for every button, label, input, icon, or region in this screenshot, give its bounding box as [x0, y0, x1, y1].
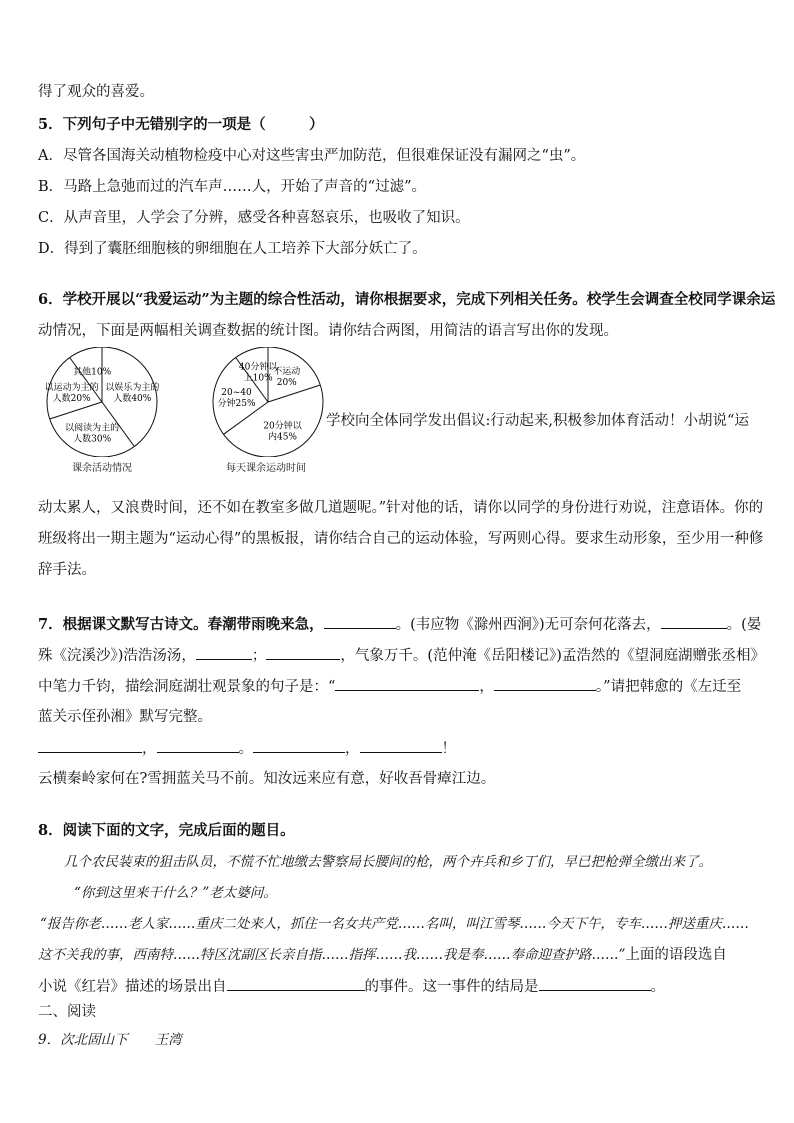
text-segment: 7．根据课文默写古诗文。春潮带雨晚来急， [38, 616, 324, 633]
chart-caption: 每天课余运动时间 [226, 463, 306, 474]
passage-line: “报告你老……老人家……重庆二处来人，抓住一名女共产党……名叫，叫江雪琴……今天下午，专车……押送重庆…… [40, 916, 749, 932]
pie-slice-label: 20分钟以内45% [263, 421, 302, 443]
pie-chart-activities [45, 347, 160, 457]
text-segment: ， [479, 679, 494, 695]
question-5: 5．下列句子中无错别字的一项是（ ） [38, 116, 324, 133]
question-9: 9．次北固山下 王湾 [38, 1032, 182, 1048]
text-line [38, 738, 456, 759]
question-6: 6．学校开展以“我爱运动”为主题的综合性活动，请你根据要求，完成下列相关任务。校学生会调查全校同学课余运 [38, 291, 776, 308]
pie-slice-label: 其他10% [73, 367, 112, 378]
text-segment: ！ [441, 741, 456, 757]
text-segment: ； [251, 648, 267, 664]
text-line: 云横秦岭家何在?雪拥蓝关马不前。知汝远来应有意，好收吾骨瘴江边。 [38, 771, 496, 787]
pie-chart-svg [36, 347, 336, 457]
text-segment: ，气象万千。(范仲淹《岳阳楼记》)孟浩然的《望洞庭湖赠张丞相》 [340, 648, 765, 664]
text-line: 动情况，下面是两幅相关调查数据的统计图。请你结合两图，用简洁的语言写出你的发现。 [38, 323, 618, 339]
text-segment: ， [142, 741, 157, 757]
text-line: 学校向全体同学发出倡议:行动起来,积极参加体育活动！小胡说“运 [326, 413, 749, 429]
text-segment: 的事件。这一事件的结局是 [364, 979, 539, 995]
pie-charts [36, 347, 336, 474]
pie-slice-label: 以运动为主的人数20% [44, 383, 99, 405]
answer-blank[interactable] [227, 976, 365, 991]
answer-blank[interactable] [253, 738, 345, 753]
answer-blank[interactable] [324, 614, 396, 629]
text-line: 得了观众的喜爱。 [38, 84, 154, 100]
text-segment: 小说《红岩》描述的场景出自 [38, 979, 227, 995]
answer-blank[interactable] [38, 738, 142, 753]
passage-line: 几个农民装束的狙击队员，不慌不忙地缴去警察局长腰间的枪，两个卉兵和乡丁们，早已把枪弹全缴出来了。 [64, 854, 712, 870]
text-line: 蓝关示侄孙湘》默写完整。 [38, 709, 212, 725]
text-line: 辞手法。 [38, 562, 96, 578]
answer-blank[interactable] [360, 738, 442, 753]
text-segment: 。(韦应物《滁州西涧》)无可奈何花落去， [395, 617, 661, 633]
text-segment: 殊《浣溪沙》)浩浩汤汤， [38, 648, 196, 664]
pie-slice-label: 以娱乐为主的人数40% [105, 383, 160, 405]
text-segment: ， [345, 741, 360, 757]
text-segment: 。 [238, 741, 253, 757]
question-7 [38, 614, 761, 635]
answer-blank[interactable] [157, 738, 239, 753]
text-segment: 。 [650, 979, 665, 995]
answer-blank[interactable] [539, 976, 651, 991]
option-b: B．马路上急弛而过的汽车声……人，开始了声音的“过滤”。 [38, 179, 426, 195]
text-line [38, 645, 765, 666]
chart-caption: 课余活动情况 [72, 463, 132, 474]
answer-blank[interactable] [661, 614, 727, 629]
text-line: 班级将出一期主题为“运动心得”的黑板报，请你结合自己的运动体验，写两则心得。要求生动形象，至少用一种修 [38, 531, 764, 547]
passage-segment: 这不关我的事，西南特……特区沈副区长亲自指……指挥……我……我是奉……奉命迎查护路……” [38, 947, 626, 963]
answer-blank[interactable] [196, 645, 252, 660]
option-a: A．尽管各国海关动植物检疫中心对这些害虫严加防范，但很难保证没有漏网之“虫”。 [38, 148, 586, 164]
question-8: 8．阅读下面的文字，完成后面的题目。 [38, 822, 295, 839]
pie-slice-label: 以阅读为主的人数30% [65, 423, 120, 445]
pie-slice-label: 20~40 分钟25% [217, 388, 256, 410]
text-segment: 中笔力千钧，描绘洞庭湖壮观景象的句子是：“ [38, 679, 336, 695]
text-line [38, 945, 727, 965]
text-segment: 。(晏 [726, 617, 762, 633]
text-segment: 。”请把韩愈的《左迁至 [595, 679, 742, 695]
pie-chart-exercise-time [213, 347, 323, 457]
option-d: D．得到了囊胚细胞核的卵细胞在人工培养下大部分妖亡了。 [38, 241, 427, 257]
option-c: C．从声音里，人学会了分辨，感受各种喜怒哀乐，也吸收了知识。 [38, 210, 470, 226]
pie-slice-label: 不运动 20% [273, 367, 301, 389]
pie-slice-label: 40分钟以上10% [238, 362, 278, 384]
text-line [38, 976, 665, 997]
answer-blank[interactable] [494, 676, 596, 691]
text-line [38, 676, 741, 697]
text-segment: 上面的语段选自 [625, 947, 727, 963]
answer-blank[interactable] [266, 645, 340, 660]
passage-line: “你到这里来干什么？”老太婆问。 [74, 885, 277, 901]
text-line: 动太累人，又浪费时间，还不如在教室多做几道题呢。”针对他的话，请你以同学的身份进行劝说，注意语体。你的 [38, 500, 764, 516]
section-heading: 二、阅读 [38, 1004, 96, 1020]
answer-blank[interactable] [335, 676, 479, 691]
